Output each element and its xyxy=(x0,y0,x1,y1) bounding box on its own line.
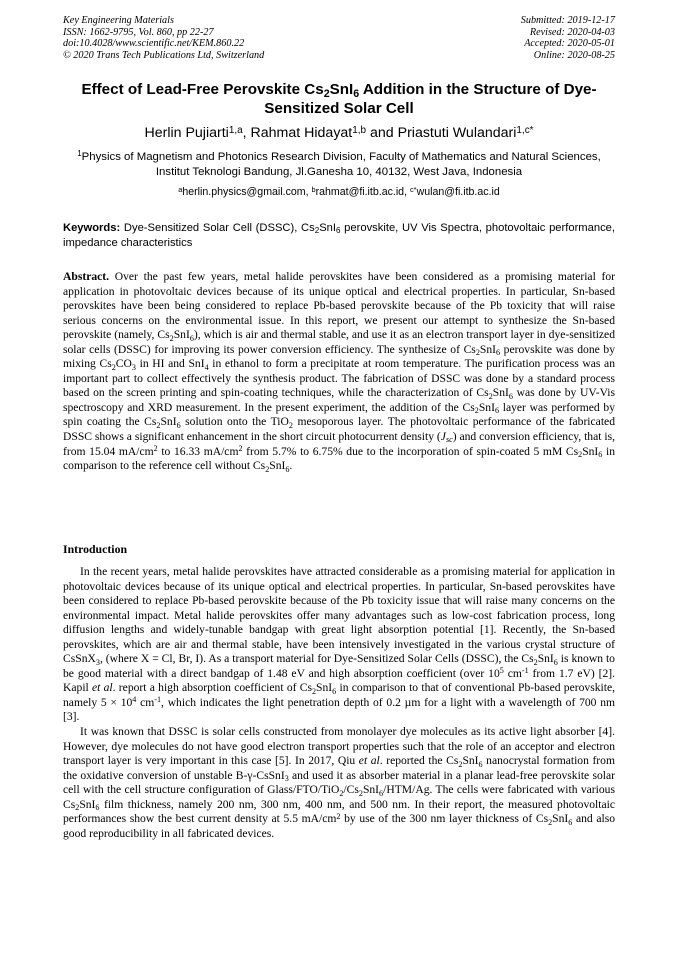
author-name: Herlin Pujiarti xyxy=(144,125,229,141)
submitted-date: Submitted: 2019-12-17 xyxy=(520,15,615,26)
journal-info xyxy=(63,15,264,61)
author-emails: $^a$herlin.physics@gmail.com, $^b$rahmat@fi.itb.ac.id, $^{c*}$wulan@fi.itb.ac.id xyxy=(178,184,500,198)
author-list: Herlin Pujiarti$^{1,a}$, Rahmat Hidayat$^{1,b}$ and Priastuti Wulandari$^{1,c*}$ xyxy=(144,124,534,141)
abstract: Abstract. Over the past few years, metal halide perovskites have been considered as a promising material for application in photovoltaic devices because of its unique optical and electrical properties. In particular, Sn-based perovskites have been being considered to replace Pb-based perovskite because of the Pb toxicity that will raise serious concerns on the environmental issue. In this report, we present our attempt to synthesize the Sn-based perovskite (namely, $Cs_2SnI_6$), which is air and thermal stable, and use it as an electron transport layer in dye-sensitized solar cells (DSSC) for improving its power conversion efficiency. The synthesize of $Cs_2SnI_6$ perovskite was done by mixing $Cs_2CO_3$ in HI and SnI$_4$ in ethanol to form a precipitate at room temperature. The purification process was an important part to collect effectively the synthesis product. The fabrication of DSSC was done by a standard process based on the screen printing and spin-coating techniques, while the characterization of $Cs_2SnI_6$ was done by UV-Vis spectroscopy and XRD measurement. In the present experiment, the addition of the $Cs_2SnI_6$ layer was performed by spin coating the $Cs_2SnI_6$ solution onto the TiO$_2$ mesoporous layer. The photovoltaic performance of the fabricated DSSC shows a significant enhancement in the short circuit photocurrent density $(J_{sc})$ and conversion efficiency, that is, from 15.04 $mA/cm^2$ to 16.33 $mA/cm^2$ from 5.7% to 6.75% due to the incorporation of spin-coated 5 mM $Cs_2SnI_6$ in comparison to the reference cell without $Cs_2SnI_6$. xyxy=(63,270,616,474)
abstract-label: Abstract. xyxy=(63,270,110,283)
author-name: Priastuti Wulandari xyxy=(397,125,517,141)
revised-date: Revised: 2020-04-03 xyxy=(529,26,615,38)
keywords-label: Keywords: xyxy=(63,222,121,234)
keywords: Keywords: Dye-Sensitized Solar Cell (DSSC), $Cs_2SnI_6$ perovskite, UV Vis Spectra, photovoltaic performance, impedance characteristics xyxy=(63,222,615,249)
email-link[interactable]: herlin.physics@gmail.com, xyxy=(182,186,312,198)
introduction-body xyxy=(63,565,615,841)
journal-issn: ISSN: 1662-9795, Vol. 860, pp 22-27 xyxy=(63,26,214,38)
author-name: Rahmat Hidayat xyxy=(250,125,353,141)
online-date: Online: 2020-08-25 xyxy=(533,49,615,61)
submission-dates xyxy=(521,15,615,61)
affiliation: $^1$Physics of Magnetism and Photonics Research Division, Faculty of Mathematics and Natural Sciences, Institut Teknologi Bandung, Jl.Ganesha 10, 40132, West Java, Indonesia xyxy=(77,149,601,178)
paper-title: Effect of Lead-Free Perovskite $Cs_2SnI_6$ Addition in the Structure of Dye-Sensitized Solar Cell xyxy=(81,81,597,117)
journal-doi[interactable]: doi:10.4028/www.scientific.net/KEM.860.22 xyxy=(63,38,245,50)
copyright: © 2020 Trans Tech Publications Ltd, Switzerland xyxy=(63,49,265,61)
email-link[interactable]: wulan@fi.itb.ac.id xyxy=(416,186,500,198)
paragraph: In the recent years, metal halide perovskites have attracted considerable as a promising material for application in photovoltaic devices because of its unique optical and electrical properties. In particular, Sn-based perovskites have been considered to replace Pb-based perovskite because of the Pb toxicity issue that will raise many concerns on the environmental impact. Metal halide perovskites offer many advantages such as low-cost fabrication process, long diffusion lengths and widely-tunable bandgap with great light absorption potential [1]. Recently, the Sn-based perovskites, which are air and thermal stable, have been intensively investigated in the various crystal structure of CsSnX$_3$, (where X = Cl, Br, I). As a transport material for Dye-Sensitized Solar Cells (DSSC), the $Cs_2SnI_6$ is known to be good material with a direct bandgap of 1.48 eV and high absorption coefficient (over $10^5$ $cm^{-1}$ from 1.7 eV) [2]. Kapil et al. report a high absorption coefficient of $Cs_2SnI_6$ in comparison to that of conventional Pb-based perovskite, namely $5 \times 10^4$ $cm^{-1}$, which indicates the light penetration depth of 0.2 µm for a light with a wavelength of 700 nm [3]. xyxy=(63,565,616,724)
email-link[interactable]: rahmat@fi.itb.ac.id, xyxy=(315,186,410,198)
accepted-date: Accepted: 2020-05-01 xyxy=(524,38,615,50)
paragraph: It was known that DSSC is solar cells constructed from monolayer dye molecules as its active light absorber [4]. However, dye molecules do not have good electron transport properties such that the role of an acceptor and electron transport layer is very important in this case [5]. In 2017, Qiu et al. reported the $Cs_2SnI_6$ nanocrystal formation from the oxidative conversion of unstable B-γ-CsSnI$_3$ and used it as absorber material in a planar lead-free perovskite solar cell with the cell structure configuration of Glass/$FTO/TiO_2/Cs_2SnI_6/HTM/Ag$. The cells were fabricated with various $Cs_2SnI_6$ film thickness, namely 200 nm, 300 nm, 400 nm, and 500 nm. In their report, the measured photovoltaic performances show the best current density at 5.5 $mA/cm^2$ by use of the 300 nm layer thickness of $Cs_2SnI_6$ and also good reproducibility in all fabricated devices. xyxy=(63,725,616,840)
journal-name: Key Engineering Materials xyxy=(63,15,174,26)
section-heading-introduction: Introduction xyxy=(63,542,128,556)
